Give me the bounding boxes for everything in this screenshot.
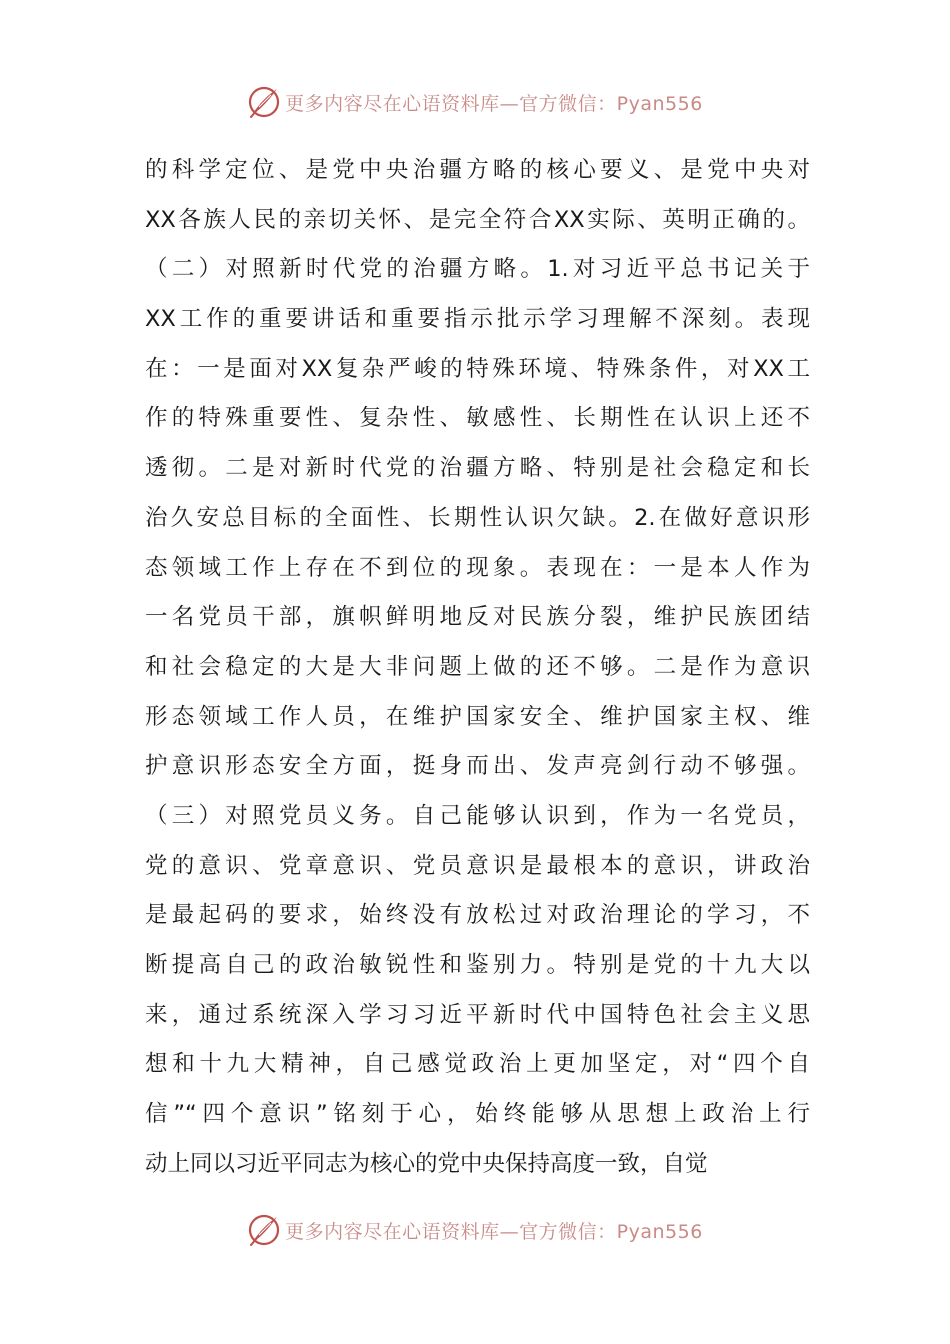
footer-watermark-banner — [0, 1212, 950, 1248]
text-line: 和社会稳定的大是大非问题上做的还不够。二是作为意识 — [145, 653, 810, 680]
text-line: 治久安总目标的全面性、长期性认识欠缺。2.在做好意识形 — [145, 504, 810, 531]
text-line: 形态领域工作人员，在维护国家安全、维护国家主权、维 — [145, 703, 810, 730]
text-line: （三）对照党员义务。自己能够认识到，作为一名党员， — [145, 802, 810, 829]
text-line: 断提高自己的政治敏锐性和鉴别力。特别是党的十九大以 — [145, 952, 810, 978]
text-line: 作的特殊重要性、复杂性、敏感性、长期性在认识上还不 — [145, 405, 810, 432]
banner-wechat-id: Pyan556 — [616, 1220, 703, 1243]
banner-text: 更多内容尽在心语资料库—官方微信：Pyan556 — [285, 92, 703, 115]
text-line: XX各族人民的亲切关怀、是完全符合XX实际、英明正确的。 — [145, 206, 810, 233]
text-line: 来，通过系统深入学习习近平新时代中国特色社会主义思 — [145, 1001, 810, 1028]
text-line: 在：一是面对XX复杂严峻的特殊环境、特殊条件，对XX工 — [145, 355, 810, 382]
banner-text: 更多内容尽在心语资料库—官方微信：Pyan556 — [285, 1220, 703, 1243]
text-line: XX工作的重要讲话和重要指示批示学习理解不深刻。表现 — [145, 306, 810, 333]
text-line: （二）对照新时代党的治疆方略。1.对习近平总书记关于 — [145, 256, 810, 283]
quill-pen-logo-icon — [247, 1213, 281, 1247]
text-line: 是最起码的要求，始终没有放松过对政治理论的学习，不 — [145, 902, 810, 929]
text-line: 党的意识、党章意识、党员意识是最根本的意识，讲政治 — [145, 852, 810, 879]
text-line: 信”“四个意识”铭刻于心，始终能够从思想上政治上行 — [145, 1101, 810, 1128]
text-line: 态领域工作上存在不到位的现象。表现在：一是本人作为 — [145, 554, 810, 581]
text-line: 一名党员干部，旗帜鲜明地反对民族分裂，维护民族团结 — [145, 604, 810, 631]
document-body — [145, 146, 810, 1189]
text-line: 的科学定位、是党中央治疆方略的核心要义、是党中央对 — [145, 157, 810, 183]
header-watermark-banner — [0, 84, 950, 120]
text-line: 透彻。二是对新时代党的治疆方略、特别是社会稳定和长 — [145, 455, 810, 482]
text-line: 护意识形态安全方面，挺身而出、发声亮剑行动不够强。 — [145, 753, 810, 780]
text-line: 动上同以习近平同志为核心的党中央保持高度一致，自觉 — [145, 1150, 708, 1177]
banner-wechat-id: Pyan556 — [616, 92, 703, 115]
text-line: 想和十九大精神，自己感觉政治上更加坚定，对“四个自 — [145, 1051, 810, 1078]
quill-pen-logo-icon — [247, 85, 281, 119]
